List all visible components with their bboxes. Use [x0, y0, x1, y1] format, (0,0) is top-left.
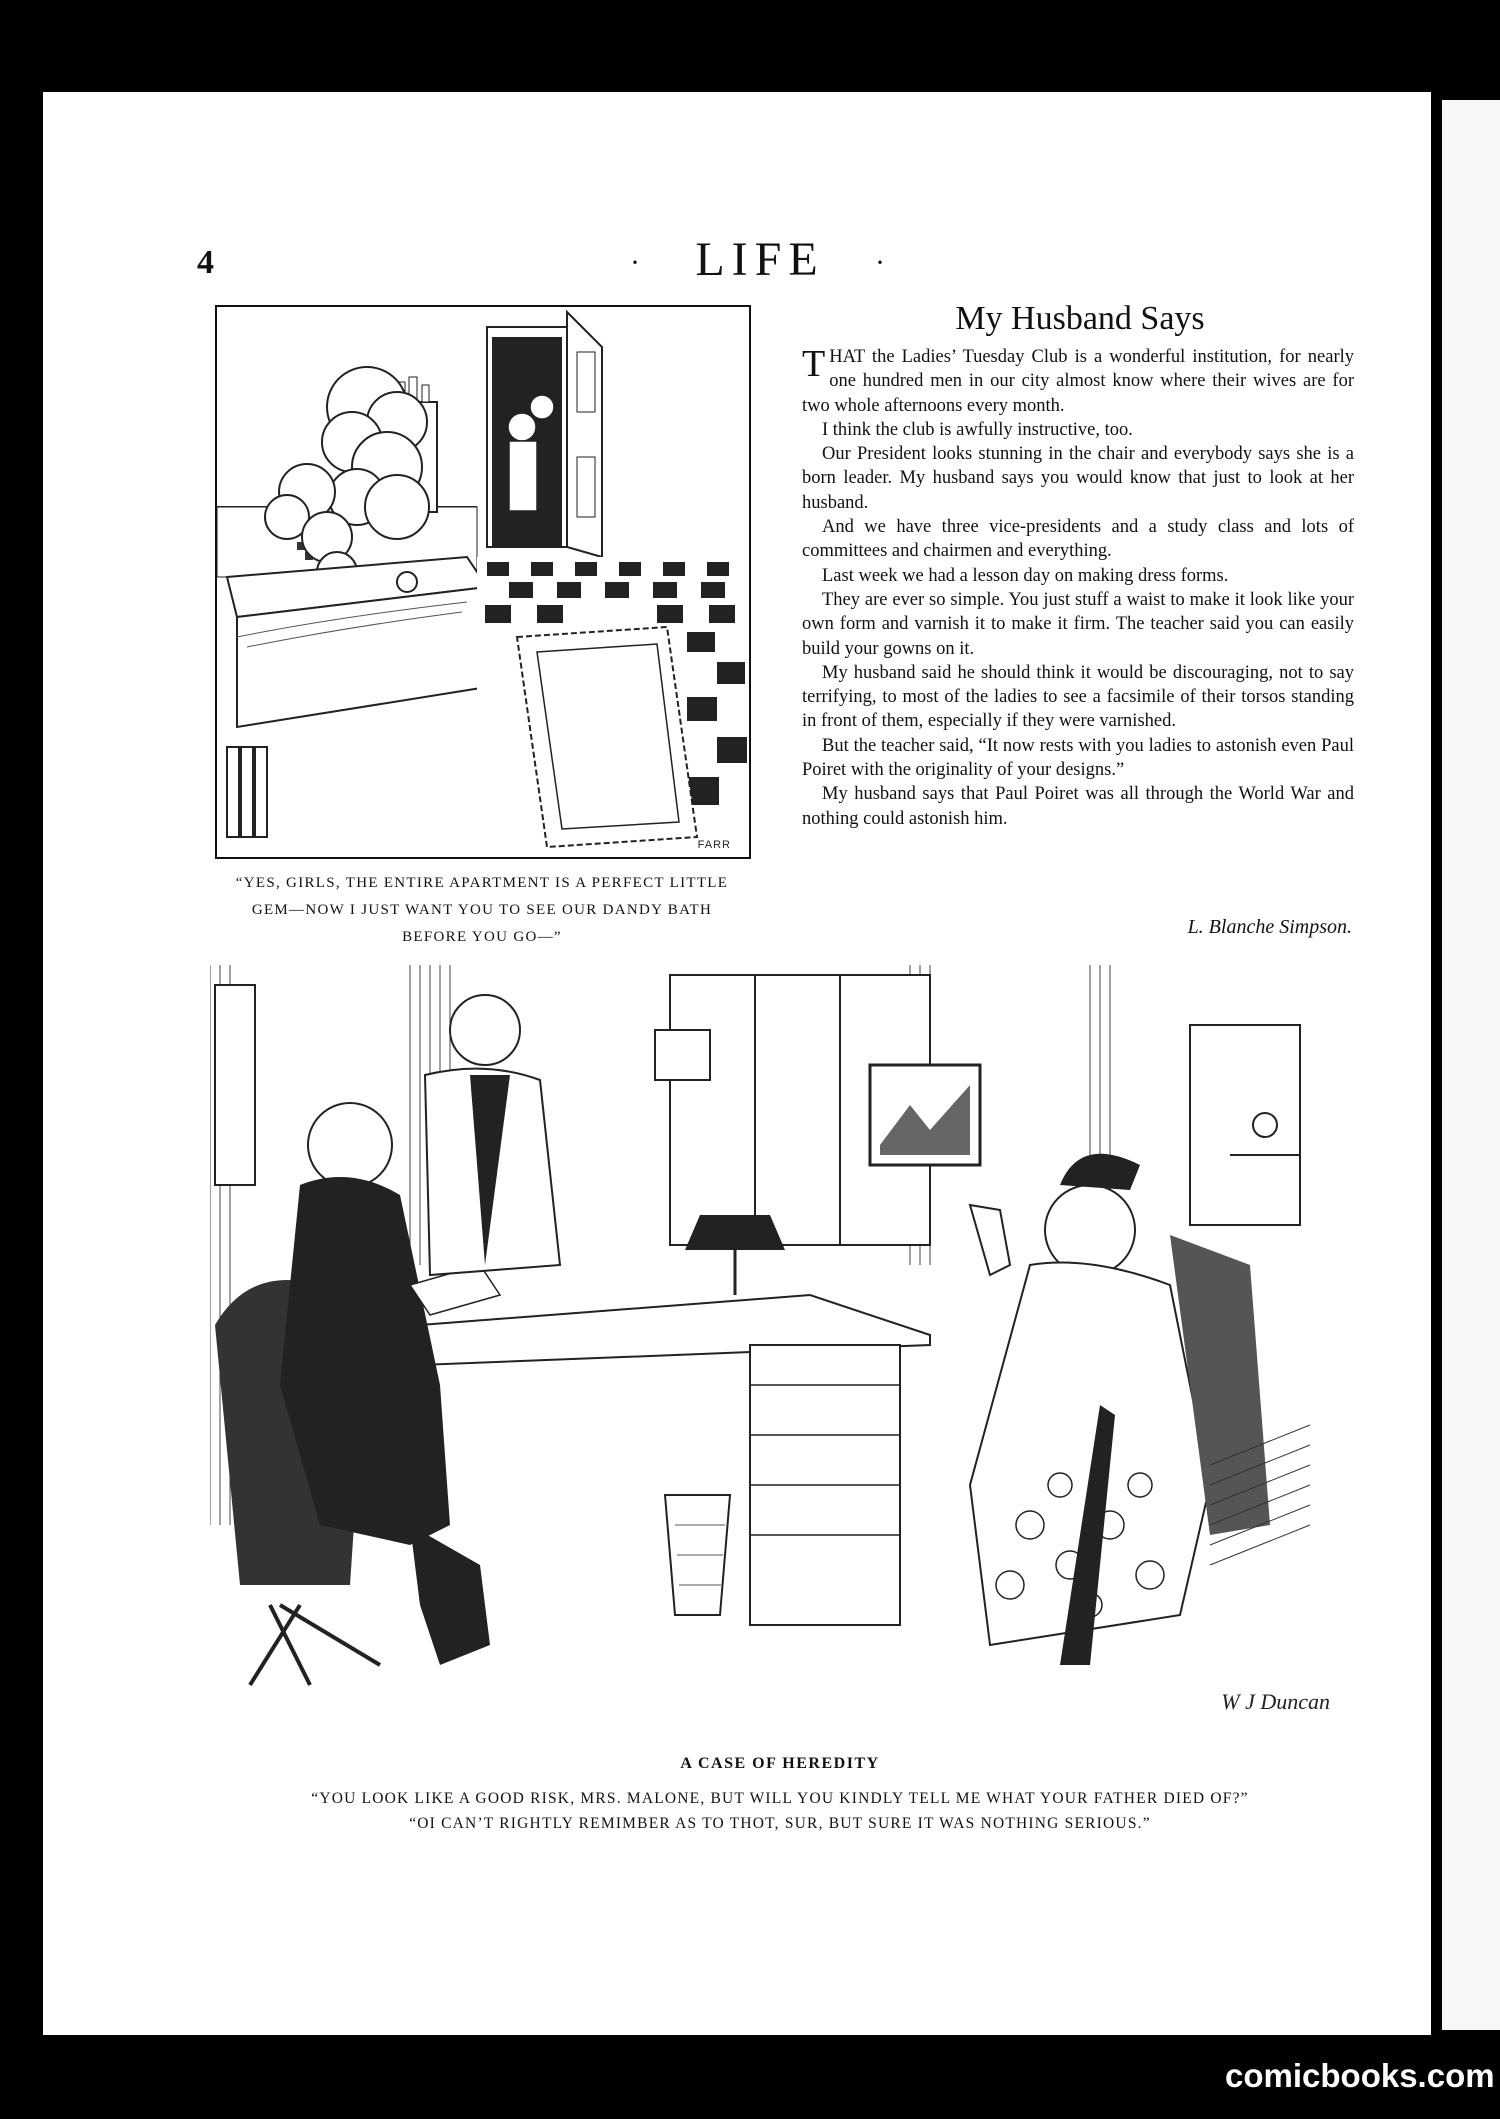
- office-cartoon: [210, 965, 1350, 1745]
- article-paragraph: My husband said he should think it would be discouraging, not to say terrifying, to most of the ladies to see a facsimile of their torsos standing in front of them, especially if they were varnished.: [802, 662, 1354, 732]
- article-paragraph: But the teacher said, “It now rests with you ladies to astonish even Paul Poiret with the originality of your designs.”: [802, 735, 1354, 781]
- header-dot-right: ·: [875, 246, 885, 279]
- office-cartoon-caption-line-2: “OI CAN’T RIGHTLY REMIMBER AS TO THOT, SUR, BUT SURE IT WAS NOTHING SERIOUS.”: [409, 1815, 1151, 1832]
- article-paragraph: My husband says that Paul Poiret was all through the World War and nothing could astonish him.: [802, 784, 1354, 829]
- artist-signature-farr: FARR: [697, 839, 731, 851]
- artist-signature-duncan: W J Duncan: [1221, 1689, 1330, 1714]
- dropcap: T: [802, 343, 826, 385]
- bathroom-cartoon-caption: [208, 870, 756, 951]
- next-page-edge: [1442, 100, 1500, 2030]
- bathroom-cartoon: [215, 305, 751, 859]
- caption-line: GEM—NOW I JUST WANT YOU TO SEE OUR DANDY BATH: [251, 902, 713, 918]
- article-paragraph: Last week we had a lesson day on making dress forms.: [822, 565, 1229, 586]
- paragraph-text: HAT the Ladies’ Tuesday Club is a wonderful institution, for nearly one hundred men in our city almost know where their wives are for two whole afternoons every month.: [802, 347, 1354, 416]
- page-number: 4: [197, 244, 214, 281]
- bathroom-illustration: [217, 307, 749, 857]
- magazine-title: LIFE: [695, 233, 825, 286]
- article-byline: L. Blanche Simpson.: [1187, 916, 1352, 938]
- article-paragraph: Our President looks stunning in the chair and everybody says she is a born leader. My husband says you would know that just to look at her husband.: [802, 444, 1354, 513]
- article-paragraph: I think the club is awfully instructive, too.: [822, 419, 1133, 440]
- article-paragraph: And we have three vice-presidents and a study class and lots of committees and chairmen and everything.: [802, 517, 1354, 562]
- caption-line: BEFORE YOU GO—”: [402, 929, 562, 945]
- article-title: My Husband Says: [955, 300, 1205, 337]
- watermark: comicbooks.com: [1225, 2057, 1495, 2094]
- article-paragraph: They are ever so simple. You just stuff a waist to make it look like your own form and varnish it to make it firm. The teacher said you can easily build your gowns on it.: [802, 589, 1354, 659]
- office-cartoon-caption-line-1: “YOU LOOK LIKE A GOOD RISK, MRS. MALONE, BUT WILL YOU KINDLY TELL ME WHAT YOUR FATHER DIED OF?”: [311, 1790, 1249, 1807]
- article-body: [802, 345, 1354, 831]
- header-dot-left: ·: [630, 246, 640, 279]
- office-cartoon-title: A CASE OF HEREDITY: [680, 1755, 880, 1772]
- caption-line: “YES, GIRLS, THE ENTIRE APARTMENT IS A PERFECT LITTLE: [235, 875, 729, 891]
- article-paragraph: [802, 345, 1354, 418]
- office-illustration: [210, 965, 1350, 1745]
